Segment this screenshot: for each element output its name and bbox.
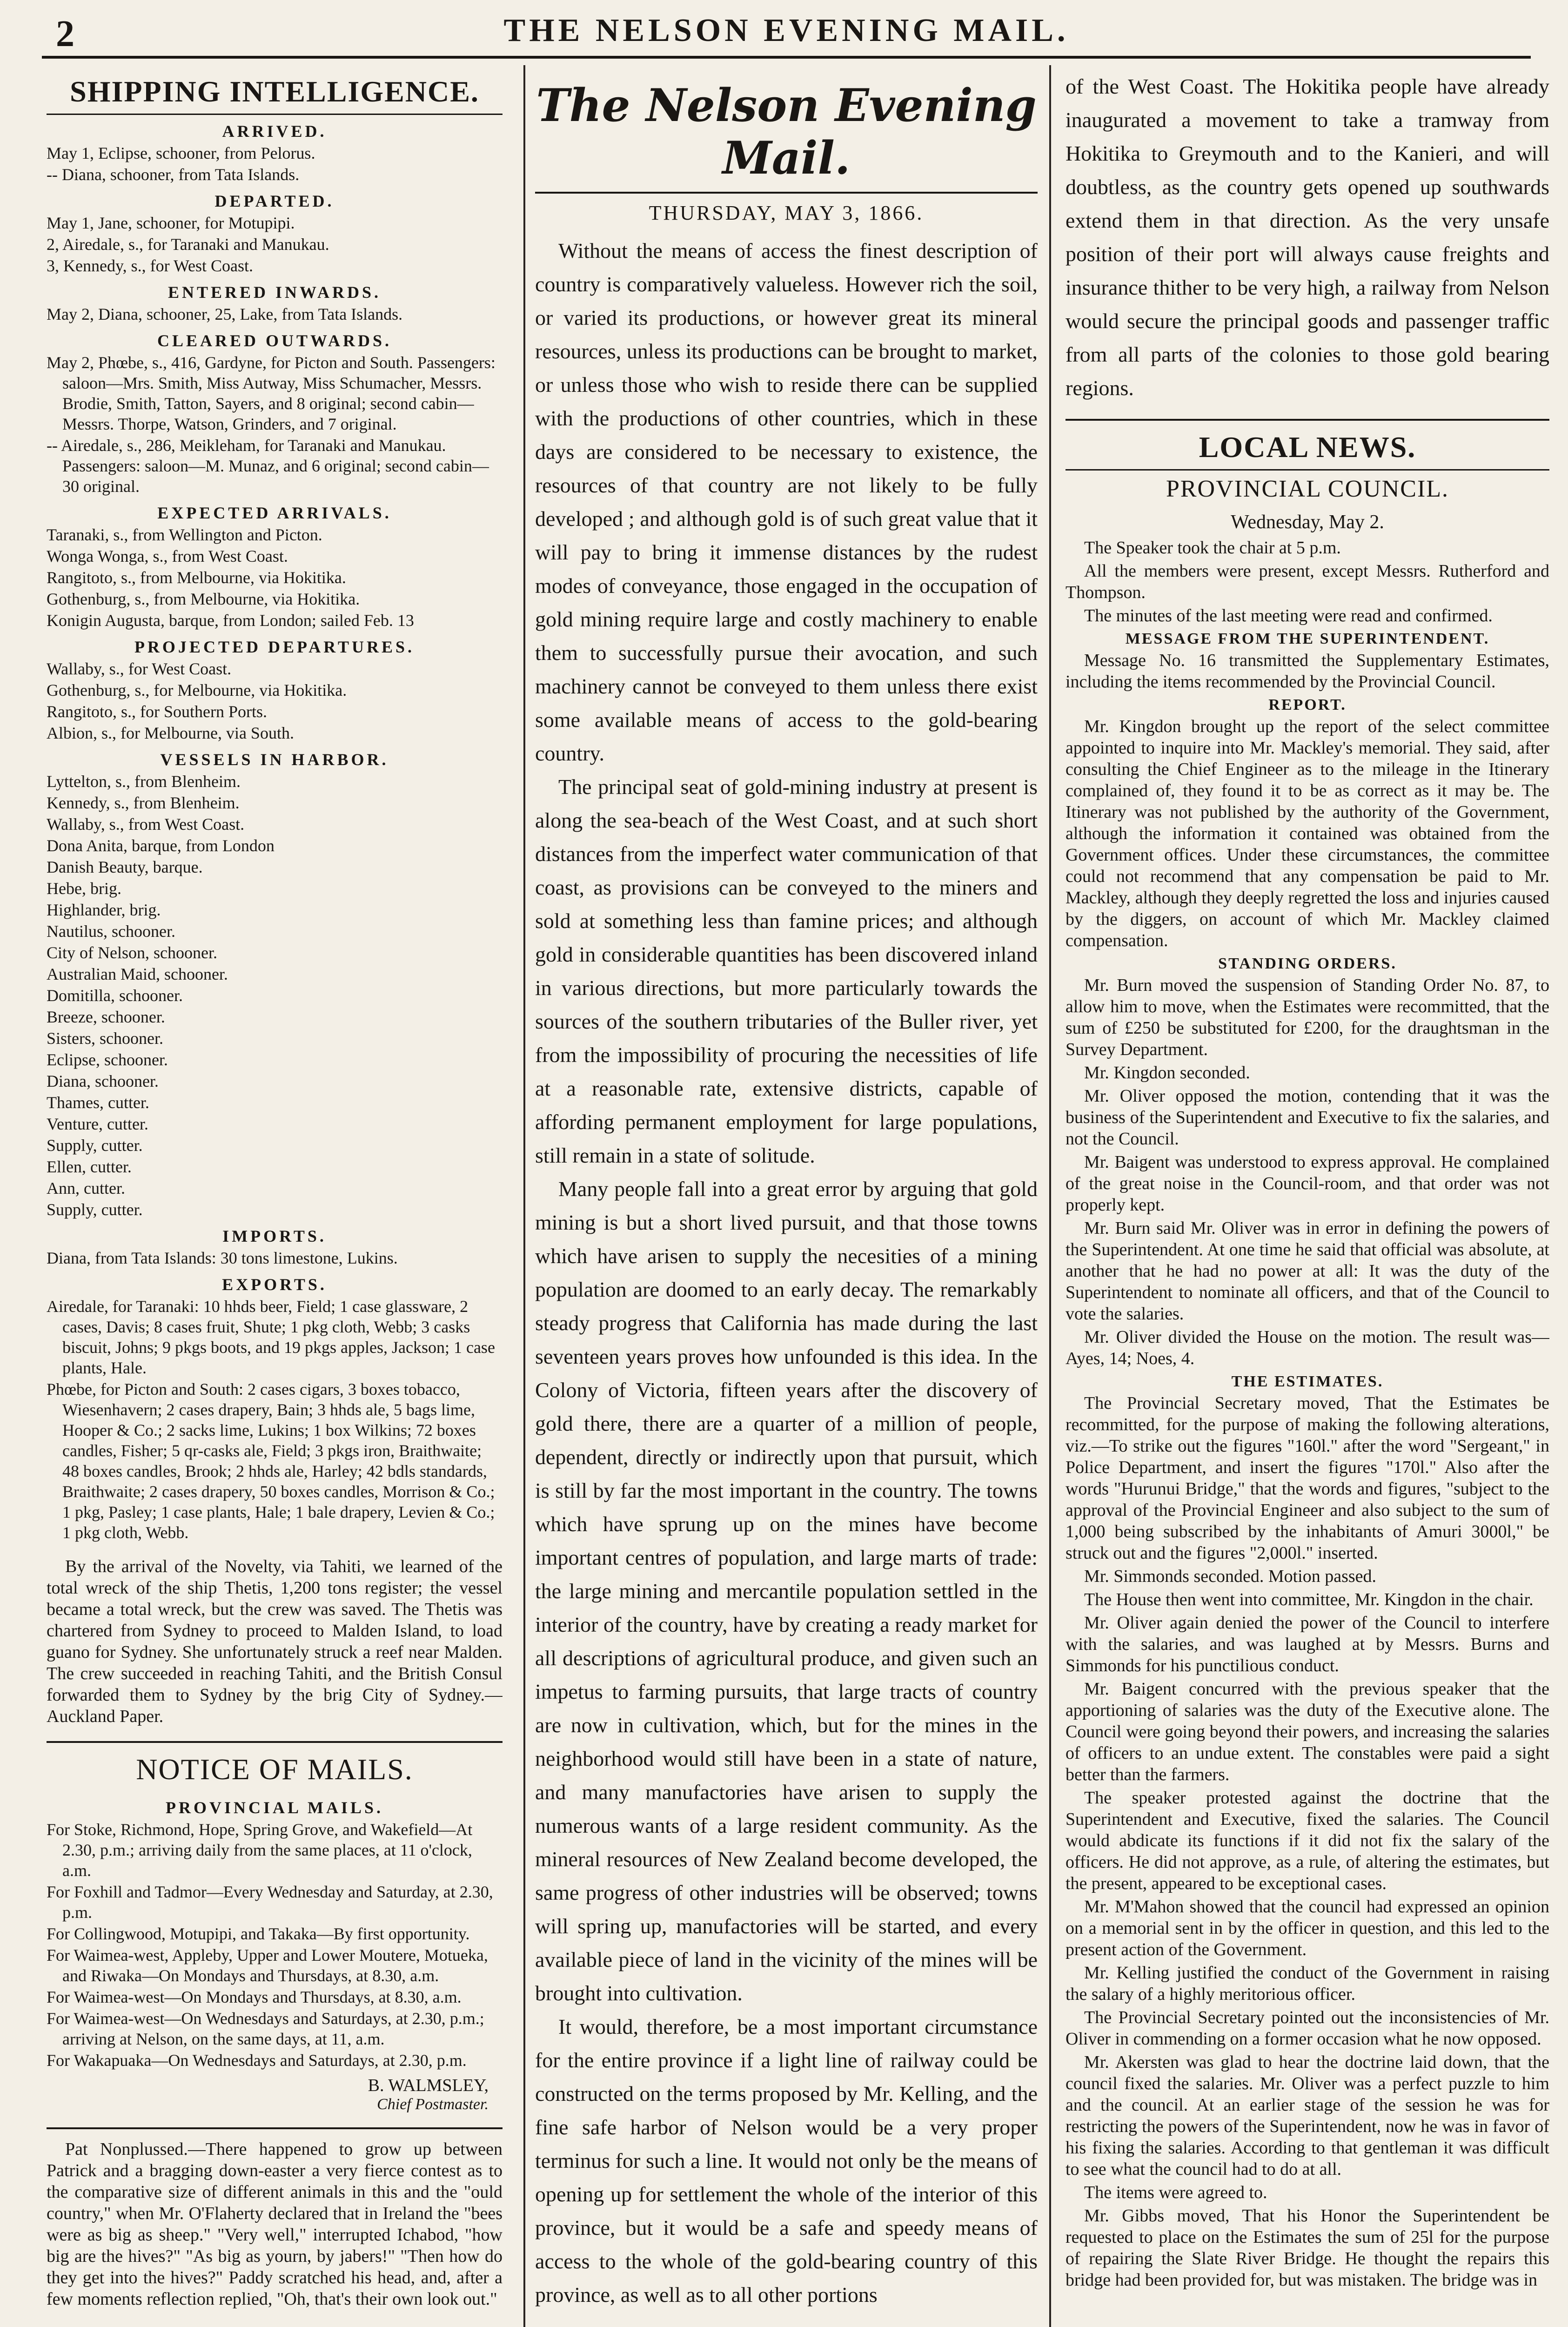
exports-heading: EXPORTS.	[222, 1275, 327, 1294]
list-item: Breeze, schooner.	[47, 1008, 165, 1026]
column-shipping	[47, 70, 503, 2327]
list-item: May 2, Diana, schooner, 25, Lake, from Tata Islands.	[47, 305, 403, 323]
mail-item: For Foxhill and Tadmor—Every Wednesday and Saturday, at 2.30, p.m.	[47, 1883, 493, 1922]
message-heading: MESSAGE FROM THE SUPERINTENDENT.	[1125, 630, 1490, 647]
list-item: Gothenburg, s., for Melbourne, via Hokitika.	[47, 681, 347, 699]
exports-text: Phœbe, for Picton and South: 2 cases cigars, 3 boxes tobacco, Wiesenhavern; 2 cases drapery, Bain; 3 hhds ale, 5 bags lime, Hooper & Co.; 2 sacks lime, Lukins; 1 box Wilkins; 72 boxes candles, Fisher; 5 qr-casks ale, Field; 3 pkgs iron, Braithwaite; 48 boxes candles, Brook; 2 hhds ale, Harley; 42 bdls standards, Braithwaite; 2 cases drapery, 50 boxes candles, Morrison & Co.; 1 pkg, Pasley; 1 case plants, Hale; 1 bale drapery, Levien & Co.; 1 pkg cloth, Webb.	[47, 1380, 495, 1542]
mails-title: NOTICE OF MAILS.	[136, 1753, 413, 1786]
council-paragraph: The speaker protested against the doctrine that the Superintendent and Executive, fixed the salaries. The Council would abdicate its functions if it did not fix the salary of the officers. He did not approve, as a rule, of altering the estimates, but the present, appeared to be exceptional cases.	[1065, 1788, 1549, 1893]
leader-title: The Nelson Evening Mail.	[535, 79, 1038, 194]
list-item: Ann, cutter.	[47, 1179, 125, 1197]
list-item: Lyttelton, s., from Blenheim.	[47, 772, 241, 791]
list-item: Rangitoto, s., for Southern Ports.	[47, 702, 267, 721]
leader-paragraph: It would, therefore, be a most important circumstance for the entire province if a light line of railway could be constructed on the terms proposed by Mr. Kelling, and the fine safe harbor of Nelson would be a very proper terminus for such a line. It would not only be the means of opening up for settlement the whole of the interior of this province, but it would be a safe and speedy means of access to the whole of the gold-bearing country of this province, as well as to all other portions	[535, 2015, 1038, 2307]
council-date: Wednesday, May 2.	[1231, 511, 1384, 533]
list-item: 3, Kennedy, s., for West Coast.	[47, 256, 254, 275]
estimates-heading: THE ESTIMATES.	[1231, 1373, 1384, 1390]
exports-text: Airedale, for Taranaki: 10 hhds beer, Field; 1 case glassware, 2 cases, Davis; 8 cases fruit, Shute; 1 pkg cloth, Webb; 3 casks biscuit, Johns; 9 pkgs boots, and 19 pkgs apples, Jackson; 1 case plants, Hale.	[47, 1297, 495, 1377]
list-item: Nautilus, schooner.	[47, 922, 175, 941]
list-item: Dona Anita, barque, from London	[47, 836, 275, 855]
leader-paragraph: The principal seat of gold-mining industry at present is along the sea-beach of the West Coast, and at such short distances from the imperfect water communication of that coast, as provisions can be conveyed to the miners and sold at something less than famine prices; and although gold in considerable quantities has been discovered inland in various directions, but more particularly towards the sources of the southern tributaries of the Buller river, yet from the impossibility of procuring the necessities of life at a reasonable rate, extensive districts, capable of affording permanent employment for large populations, still remain in a state of solitude.	[535, 775, 1038, 1167]
council-paragraph: Message No. 16 transmitted the Supplementary Estimates, including the items recommended by the Provincial Council.	[1065, 651, 1549, 692]
imports-heading: IMPORTS.	[222, 1227, 327, 1245]
council-paragraph: All the members were present, except Messrs. Rutherford and Thompson.	[1065, 561, 1549, 602]
list-item: Supply, cutter.	[47, 1136, 143, 1155]
departed-heading: DEPARTED.	[214, 192, 335, 210]
column-rule	[523, 65, 525, 2327]
list-item: Rangitoto, s., from Melbourne, via Hokitika.	[47, 568, 346, 587]
arrived-heading: ARRIVED.	[222, 122, 327, 141]
orders-heading: STANDING ORDERS.	[1218, 955, 1397, 972]
list-item: Sisters, schooner.	[47, 1029, 163, 1048]
council-paragraph: Mr. Simmonds seconded. Motion passed.	[1084, 1567, 1377, 1586]
list-item: Thames, cutter.	[47, 1093, 149, 1112]
mails-subheading: PROVINCIAL MAILS.	[165, 1798, 384, 1817]
list-item: May 2, Phœbe, s., 416, Gardyne, for Picton and South. Passengers: saloon—Mrs. Smith, Miss Autway, Miss Schumacher, Messrs. Brodie, Smith, Tatton, Sayers, and 8 original; second cabin—Messrs. Thorpe, Watson, Grinders, and 7 original.	[47, 353, 496, 433]
list-item: Highlander, brig.	[47, 901, 161, 919]
council-paragraph: Mr. Baigent concurred with the previous speaker that the apportioning of salaries was the duty of the Executive alone. The Council were going beyond their powers, and increasing the salaries of officers to an undue extent. The constables were paid a sight better than the farmers.	[1065, 1679, 1549, 1784]
list-item: Australian Maid, schooner.	[47, 965, 228, 983]
leader-paragraph: Many people fall into a great error by arguing that gold mining is but a short lived pursuit, and that those towns which have arisen to supply the necesities of a mining population are doomed to an early decay. The remarkably steady progress that California has made during the last seventeen years proves how unfounded is this idea. In the Colony of Victoria, fifteen years after the discovery of gold there, there are a quarter of a million of people, dependent, directly or indirectly upon that pursuit, which is still by far the most important in the country. The towns which have sprung up on the mines have become important centres of population, and large marts of trade: the large mining and mercantile population settled in the interior of the country, have by creating a ready market for all descriptions of agricultural produce, and given such an impetus to farming pursuits, that large tracts of country are now in cultivation, which, but for the mines in the neighborhood would still have been in a state of nature, and many manufactories have arisen to supply the numerous wants of a large resident community. As the mineral resources of New Zealand become developed, the same progress of other industries will be observed; towns will spring up, manufactories will be started, and every available piece of land in the vicinity of the mines will be brought into cultivation.	[535, 1177, 1038, 2005]
list-item: Wallaby, s., from West Coast.	[47, 815, 245, 834]
section-divider	[47, 1741, 503, 1743]
novelty-article: By the arrival of the Novelty, via Tahiti, we learned of the total wreck of the ship Thetis, 1,200 tons register; the vessel became a total wreck, but the crew was saved. The Thetis was chartered from Sydney to proceed to Malden Island, to load guano for Sydney. She unfortunately struck a reef near Malden. The crew succeeded in reaching Tahiti, and the British Consul forwarded them to Sydney by the brig City of Sydney.—Auckland Paper.	[47, 1557, 503, 1726]
dateline: THURSDAY, MAY 3, 1866.	[649, 202, 924, 224]
council-paragraph: Mr. Burn said Mr. Oliver was in error in defining the powers of the Superintendent. At one time he said that official was absolute, at another that he had no power at all: It was the duty of the Superintendent to nominate all officers, and that of the Council to vote the salaries.	[1065, 1218, 1549, 1324]
section-divider	[1065, 419, 1549, 421]
list-item: May 1, Eclipse, schooner, from Pelorus.	[47, 144, 315, 162]
list-item: Hebe, brig.	[47, 879, 121, 898]
page-number: 2	[56, 13, 74, 54]
imports-text: Diana, from Tata Islands: 30 tons limestone, Lukins.	[47, 1249, 398, 1267]
signature-title: Chief Postmaster.	[377, 2096, 489, 2113]
council-paragraph: The House then went into committee, Mr. Kingdon in the chair.	[1084, 1590, 1534, 1609]
list-item: Domitilla, schooner.	[47, 986, 183, 1005]
column-leader	[535, 70, 1038, 2327]
cleared-heading: CLEARED OUTWARDS.	[157, 331, 392, 350]
list-item: Albion, s., for Melbourne, via South.	[47, 724, 294, 742]
report-heading: REPORT.	[1268, 696, 1347, 713]
local-news-title: LOCAL NEWS.	[1065, 430, 1549, 471]
page-header	[42, 9, 1531, 59]
mail-item: For Waimea-west, Appleby, Upper and Lower Moutere, Motueka, and Riwaka—On Mondays and Thursdays, at 8.30, a.m.	[47, 1946, 488, 1985]
council-paragraph: Mr. Kelling justified the conduct of the Government in raising the salary of a highly meritorious officer.	[1065, 1963, 1549, 2004]
council-paragraph: Mr. Akersten was glad to hear the doctrine laid down, that the council fixed the salaries. Mr. Oliver was a perfect puzzle to him and the council. At an earlier stage of the session he was for restricting the powers of the Superintendent, now he was in favor of his fixing the salaries. According to that gentleman it was difficult to see what the council had to do at all.	[1065, 2052, 1549, 2179]
list-item: Eclipse, schooner.	[47, 1050, 168, 1069]
council-paragraph: Mr. Oliver divided the House on the motion. The result was—Ayes, 14; Noes, 4.	[1065, 1327, 1549, 1368]
council-paragraph: Mr. Kingdon brought up the report of the select committee appointed to inquire into Mr. Mackley's memorial. They said, after consulting the Chief Engineer as to the mileage in the Itinerary complained of, they found it to be as correct as it may be. The Itinerary was not published by the authority of the Government, although the information it contained was obtained from the Government offices. Under these circumstances, the committee could not recommend that any compensation be paid to Mr. Mackley, although they deeply regretted the loss and injuries caused by the diggers, on account of which Mr. Mackley claimed compensation.	[1065, 717, 1549, 950]
council-paragraph: Mr. Kingdon seconded.	[1084, 1063, 1250, 1083]
council-paragraph: The minutes of the last meeting were read and confirmed.	[1084, 606, 1493, 625]
expected-heading: EXPECTED ARRIVALS.	[157, 504, 392, 522]
list-item: May 1, Jane, schooner, for Motupipi.	[47, 214, 295, 232]
list-item: Ellen, cutter.	[47, 1157, 132, 1176]
vessels-heading: VESSELS IN HARBOR.	[160, 750, 389, 769]
list-item: Kennedy, s., from Blenheim.	[47, 794, 240, 812]
council-paragraph: The Speaker took the chair at 5 p.m.	[1084, 538, 1341, 558]
council-paragraph: The Provincial Secretary pointed out the inconsistencies of Mr. Oliver in commending on a former occasion what he now opposed.	[1065, 2008, 1549, 2049]
mail-item: For Stoke, Richmond, Hope, Spring Grove, and Wakefield—At 2.30, p.m.; arriving daily from the same places, at 11 o'clock, a.m.	[47, 1820, 473, 1880]
projected-heading: PROJECTED DEPARTURES.	[134, 638, 415, 656]
list-item: Supply, cutter.	[47, 1200, 143, 1219]
list-item: -- Airedale, s., 286, Meikleham, for Taranaki and Manukau. Passengers: saloon—M. Munaz, and 6 original; second cabin—30 original.	[47, 436, 489, 496]
list-item: 2, Airedale, s., for Taranaki and Manukau.	[47, 235, 329, 254]
council-paragraph: Mr. Burn moved the suspension of Standing Order No. 87, to allow him to move, when the Estimates were recommitted, that the sum of £250 be substituted for £200, for the draughtsman in the Survey Department.	[1065, 975, 1549, 1059]
mail-item: For Waimea-west—On Wednesdays and Saturdays, at 2.30, p.m.; arriving at Nelson, on the same days, at 11, a.m.	[47, 2009, 484, 2048]
list-item: Wonga Wonga, s., from West Coast.	[47, 547, 288, 565]
mail-item: For Waimea-west—On Mondays and Thursdays, at 8.30, a.m.	[47, 1988, 462, 2006]
council-title: PROVINCIAL COUNCIL.	[1166, 476, 1449, 502]
column-local-news	[1065, 70, 1549, 2327]
masthead: THE NELSON EVENING MAIL.	[503, 13, 1069, 48]
entered-heading: ENTERED INWARDS.	[168, 283, 382, 302]
section-divider	[47, 2127, 503, 2129]
list-item: Wallaby, s., for West Coast.	[47, 659, 232, 678]
column-rule	[1049, 65, 1051, 2327]
council-paragraph: Mr. Baigent was understood to express approval. He complained of the great noise in the Council-room, and that order was not properly kept.	[1065, 1152, 1549, 1215]
list-item: Gothenburg, s., from Melbourne, via Hokitika.	[47, 590, 360, 608]
leader-paragraph: Without the means of access the finest description of country is comparatively valueless. However rich the soil, or varied its productions, or however great its mineral resources, unless its productions can be brought to market, or unless those who wish to reside there can be supplied with the productions of other countries, which in these days are considered to be necessary to existence, the resources of that country are not likely to be fully developed ; and although gold is of such great value that it will pay to bring it immense distances by the rudest modes of conveyance, those engaged in the occupation of gold mining require large and costly machinery to enable them to successfully pursue their avocation, and such machinery cannot be conveyed to them unless there exist some available means of access to the gold-bearing country.	[535, 239, 1038, 765]
council-paragraph: The items were agreed to.	[1084, 2183, 1267, 2202]
mail-item: For Collingwood, Motupipi, and Takaka—By first opportunity.	[47, 1924, 470, 1943]
council-paragraph: The Provincial Secretary moved, That the Estimates be recommitted, for the purpose of making the following alterations, viz.—To strike out the figures "160l." after the word "Sergeant," in Police Department, and insert the figures "170l." Also after the words "Hurunui Bridge," that the words and figures, "subject to the approval of the Provincial Engineer and also subject to the sum of 1,000 being subscribed by the inhabitants of Amuri 3000l," be struck out and the figures "2,000l." inserted.	[1065, 1393, 1549, 1563]
council-paragraph: Mr. Oliver opposed the motion, contending that it was the business of the Superintendent and Executive to fix the salaries, and not the Council.	[1065, 1086, 1549, 1149]
list-item: Danish Beauty, barque.	[47, 858, 203, 876]
signature: B. WALMSLEY,	[368, 2076, 489, 2095]
list-item: Taranaki, s., from Wellington and Picton.	[47, 525, 322, 544]
shipping-title: SHIPPING INTELLIGENCE.	[47, 74, 503, 115]
nonplussed-article: Pat Nonplussed.—There happened to grow up between Patrick and a bragging down-easter a very fierce contest as to the comparative size of different animals in this and the "ould country," when Mr. O'Flaherty declared that in Ireland the "bees were as big as sheep." "Very well," interrupted Ichabod, "how big are the hives?" "As big as yourn, by jabers!" "Then how do they get into the hives?" Paddy scratched his head, and, after a few moments reflection replied, "Oh, that's their own look out."	[47, 2139, 503, 2309]
council-paragraph: Mr. Oliver again denied the power of the Council to interfere with the salaries, and was laughed at by Messrs. Burns and Simmonds for his punctilious conduct.	[1065, 1613, 1549, 1675]
list-item: Venture, cutter.	[47, 1115, 148, 1133]
council-paragraph: Mr. M'Mahon showed that the council had expressed an opinion on a memorial sent in by the officer in question, and this led to the present action of the Government.	[1065, 1897, 1549, 1959]
list-item: -- Diana, schooner, from Tata Islands.	[47, 165, 300, 184]
list-item: Diana, schooner.	[47, 1072, 159, 1090]
list-item: Konigin Augusta, barque, from London; sailed Feb. 13	[47, 611, 414, 630]
council-paragraph: Mr. Gibbs moved, That his Honor the Superintendent be requested to place on the Estimates the sum of 25l for the purpose of repairing the Slate River Bridge. He thought the repairs this bridge had been provided for, but was mistaken. The bridge was in	[1065, 2206, 1549, 2290]
leader-continued: of the West Coast. The Hokitika people have already inaugurated a movement to take a tramway from Hokitika to Greymouth and to the Kanieri, and will doubtless, as the country gets opened up southwards extend them in that direction. As the very unsafe position of their port will always cause freights and insurance thither to be very high, a railway from Nelson would secure the principal goods and passenger traffic from all parts of the colonies to those gold bearing regions.	[1065, 74, 1549, 400]
list-item: City of Nelson, schooner.	[47, 943, 217, 962]
mail-item: For Wakapuaka—On Wednesdays and Saturdays, at 2.30, p.m.	[47, 2051, 467, 2070]
vessels-list	[47, 771, 503, 1220]
